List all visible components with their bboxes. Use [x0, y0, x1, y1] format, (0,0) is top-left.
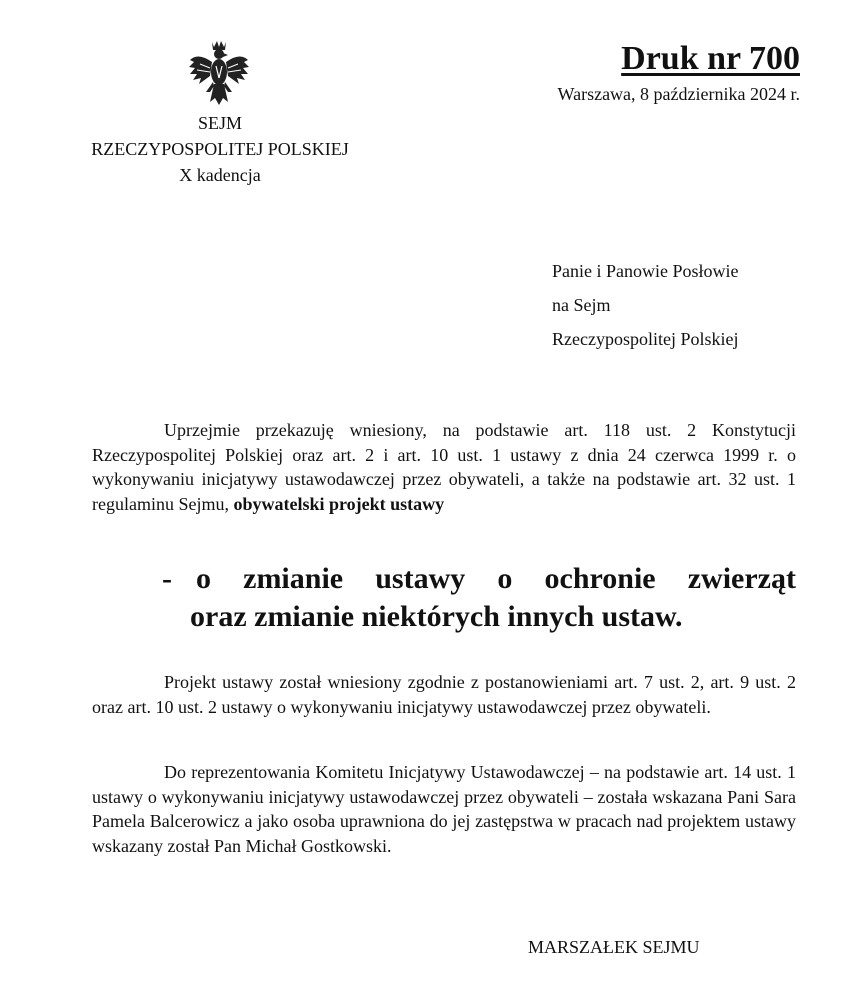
bill-title-line1-row: [162, 560, 796, 598]
paragraph-submission: Projekt ustawy został wniesiony zgodnie z postanowieniami art. 7 ust. 2, art. 9 ust. 2 oraz art. 10 ust. 2 ustawy o wykonywaniu inicjatywy ustawodawczej przez obywateli.: [92, 672, 796, 717]
addressee-block: [552, 254, 739, 356]
addressee-line2: na Sejm: [552, 295, 611, 315]
place-date: Warszawa, 8 października 2024 r.: [557, 84, 800, 104]
paragraph-transmittal: [92, 418, 796, 516]
addressee-line3: Rzeczypospolitej Polskiej: [552, 329, 739, 349]
bill-title-line1: o zmianie ustawy o ochronie zwierząt: [196, 562, 796, 595]
bill-title-dash: -: [162, 562, 172, 595]
print-number: Druk nr 700: [621, 40, 800, 77]
bill-title-line2: oraz zmianie niektórych innych ustaw.: [190, 600, 683, 633]
paragraph-transmittal-text: Uprzejmie przekazuję wniesiony, na podstawie art. 118 ust. 2 Konstytucji Rzeczypospolitej Polskiej oraz art. 2 i art. 10 ust. 1 ustawy z dnia 24 czerwca 1999 r. o wykonywaniu inicjatywy ustawodawczej przez obywateli, a także na podstawie art. 32 ust. 1 regulaminu Sejmu,: [92, 420, 796, 514]
institution-line1: SEJM: [197, 113, 242, 133]
term: X kadencja: [179, 165, 261, 185]
polish-eagle-emblem-icon: [188, 38, 250, 108]
paragraph-representation: Do reprezentowania Komitetu Inicjatywy Ustawodawczej – na podstawie art. 14 ust. 1 ustawy o wykonywaniu inicjatywy ustawodawczej przez obywateli – została wskazana Pani Sara Pamela Balcerowicz a jako osoba uprawniona do jej zastępstwa w pracach nad projektem ustawy wskazany został Pan Michał Gostkowski.: [92, 762, 796, 856]
institution-line2: RZECZYPOSPOLITEJ POLSKIEJ: [91, 139, 349, 159]
addressee-line1: Panie i Panowie Posłowie: [552, 261, 739, 281]
signature: MARSZAŁEK SEJMU: [528, 937, 700, 957]
institution-block: [60, 110, 380, 188]
bill-title: [162, 560, 796, 636]
paragraph-transmittal-bold: obywatelski projekt ustawy: [233, 493, 445, 514]
